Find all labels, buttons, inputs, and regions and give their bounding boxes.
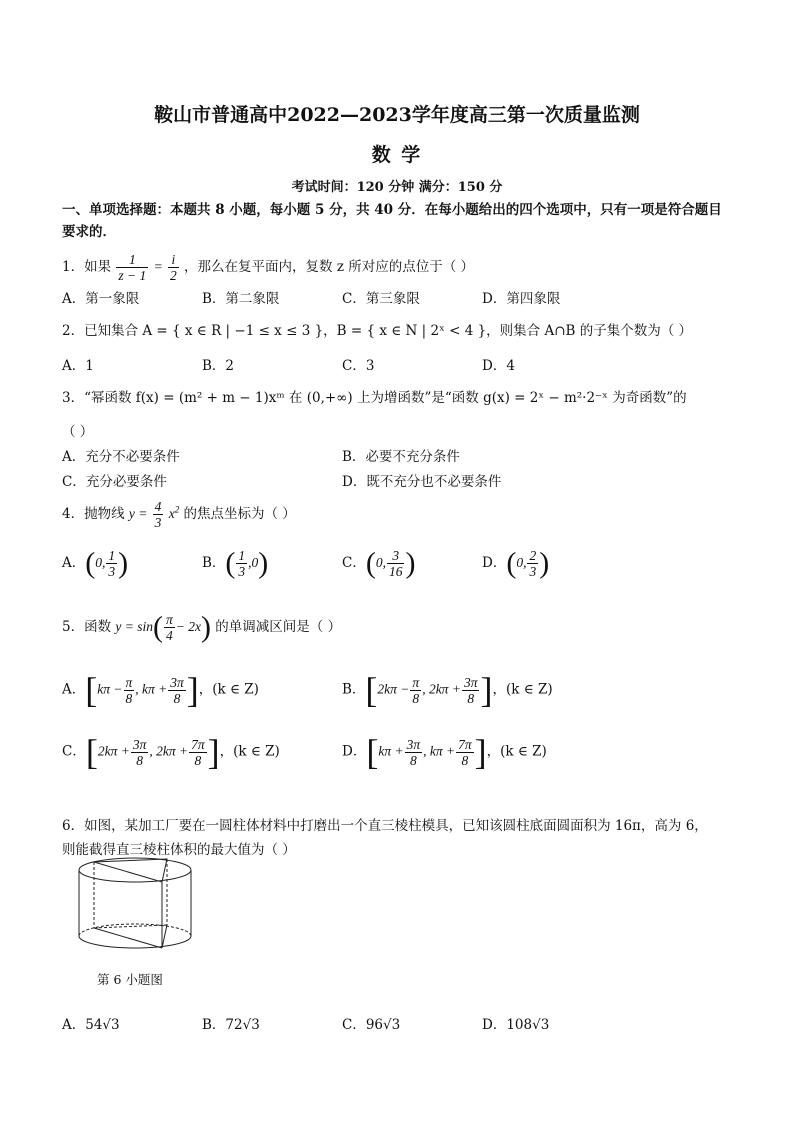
q4-option-d[interactable]: D．(0, $\frac{2}{3}$ ): [482, 546, 550, 580]
q4-coefficient: $\frac{4}{3}$: [154, 499, 162, 530]
q2-option-a[interactable]: A．1: [62, 358, 94, 374]
prism-bottom-back-edge: [94, 925, 167, 928]
section-heading: 一、单项选择题：本题共 8 小题，每小题 5 分，共 40 分．在每小题给出的四个选项中，只有一项是符合题目: [62, 202, 722, 218]
q1-option-d[interactable]: D．第四象限: [482, 291, 561, 307]
q1-lhs-fraction: $\frac{1}{z - 1}$: [118, 252, 147, 283]
prism-bottom-left-edge: [94, 928, 162, 948]
question-3: 3．“幂函数 f(x) = (m² + m − 1)xᵐ 在 (0,+∞) 上为增函数”是“函数 g(x) = 2ˣ − m²·2⁻ˣ 为奇函数”的: [62, 390, 687, 406]
q3-option-a[interactable]: A．充分不必要条件: [62, 449, 180, 465]
q2-option-c[interactable]: C．3: [342, 358, 375, 374]
q1-option-a[interactable]: A．第一象限: [62, 291, 140, 307]
q3-option-c[interactable]: C．充分必要条件: [62, 474, 167, 490]
question-1: 1．如果 $\frac{1}{z - 1}$ = $\frac{i}{2}$ ，那么在复平面内，复数 z 所对应的点位于（ ）: [62, 252, 475, 283]
exam-title: 鞍山市普通高中2022—2023学年度高三第一次质量监测: [154, 104, 640, 126]
q5-option-d[interactable]: D．[kπ + $\frac{3\pi}{8}$ , kπ + $\frac{7\pi}{8}$ ]，(k ∈ Z): [342, 732, 547, 772]
q5-option-b[interactable]: B．[2kπ − $\frac{\pi}{8}$ , 2kπ + $\frac{3\pi}{8}$ ]，(k ∈ Z): [342, 670, 553, 710]
q1-rhs-fraction: $\frac{i}{2}$: [169, 252, 177, 283]
q6-option-d[interactable]: D．108√3: [482, 1017, 550, 1033]
cylinder-bottom-front: [79, 936, 191, 948]
q4-option-c[interactable]: C．(0, $\frac{3}{16}$ ): [342, 546, 416, 580]
q2-option-b[interactable]: B．2: [202, 358, 235, 374]
q1-option-b[interactable]: B．第二象限: [202, 291, 280, 307]
q3-option-b[interactable]: B．必要不充分条件: [342, 449, 460, 465]
q4-option-a[interactable]: A．(0, $\frac{1}{3}$ ): [62, 546, 129, 580]
exam-info: 考试时间：120 分钟 满分：150 分: [291, 180, 503, 195]
section-heading-cont: 要求的．: [62, 224, 116, 240]
prism-bottom-right-edge: [162, 925, 167, 948]
q2-option-d[interactable]: D．4: [482, 358, 515, 374]
q6-option-b[interactable]: B．72√3: [202, 1017, 260, 1033]
q6-option-c[interactable]: C．96√3: [342, 1017, 401, 1033]
question-6-cont: 则能截得直三棱柱体积的最大值为（ ）: [62, 842, 296, 858]
subject-title: 数 学: [371, 144, 423, 166]
prism-top-triangle: [94, 859, 167, 882]
question-2: 2．已知集合 A = { x ∈ R | −1 ≤ x ≤ 3 }，B = { x ∈ N | 2ˣ < 4 }，则集合 A∩B 的子集个数为（ ）: [62, 323, 693, 339]
question-4: 4．抛物线 y = $\frac{4}{3}$ $x^2$ 的焦点坐标为（ ）: [62, 499, 296, 530]
q5-option-a[interactable]: A．[kπ − $\frac{\pi}{8}$ , kπ + $\frac{3\pi}{8}$ ]，(k ∈ Z): [62, 670, 259, 710]
q3-paren: （ ）: [62, 424, 94, 440]
q5-option-c[interactable]: C．[2kπ + $\frac{3\pi}{8}$ , 2kπ + $\frac{7\pi}{8}$ ]，(k ∈ Z): [62, 732, 280, 772]
q3-option-d[interactable]: D．既不充分也不必要条件: [342, 474, 502, 490]
q1-option-c[interactable]: C．第三象限: [342, 291, 420, 307]
question-5: 5．函数 y = sin( $\frac{\pi}{4}$ − 2x) 的单调减区间是（ ）: [62, 610, 342, 644]
q6-option-a[interactable]: A．54√3: [62, 1017, 120, 1033]
cylinder-prism-figure: [74, 848, 204, 968]
question-6: 6．如图，某加工厂要在一圆柱体材料中打磨出一个直三棱柱模具，已知该圆柱底面圆面积为 16π，高为 6，: [62, 818, 708, 834]
cylinder-bottom-back: [79, 924, 191, 936]
figure-caption: 第 6 小题图: [97, 972, 163, 987]
q4-option-b[interactable]: B．( $\frac{1}{3}$ ,0): [202, 546, 269, 580]
